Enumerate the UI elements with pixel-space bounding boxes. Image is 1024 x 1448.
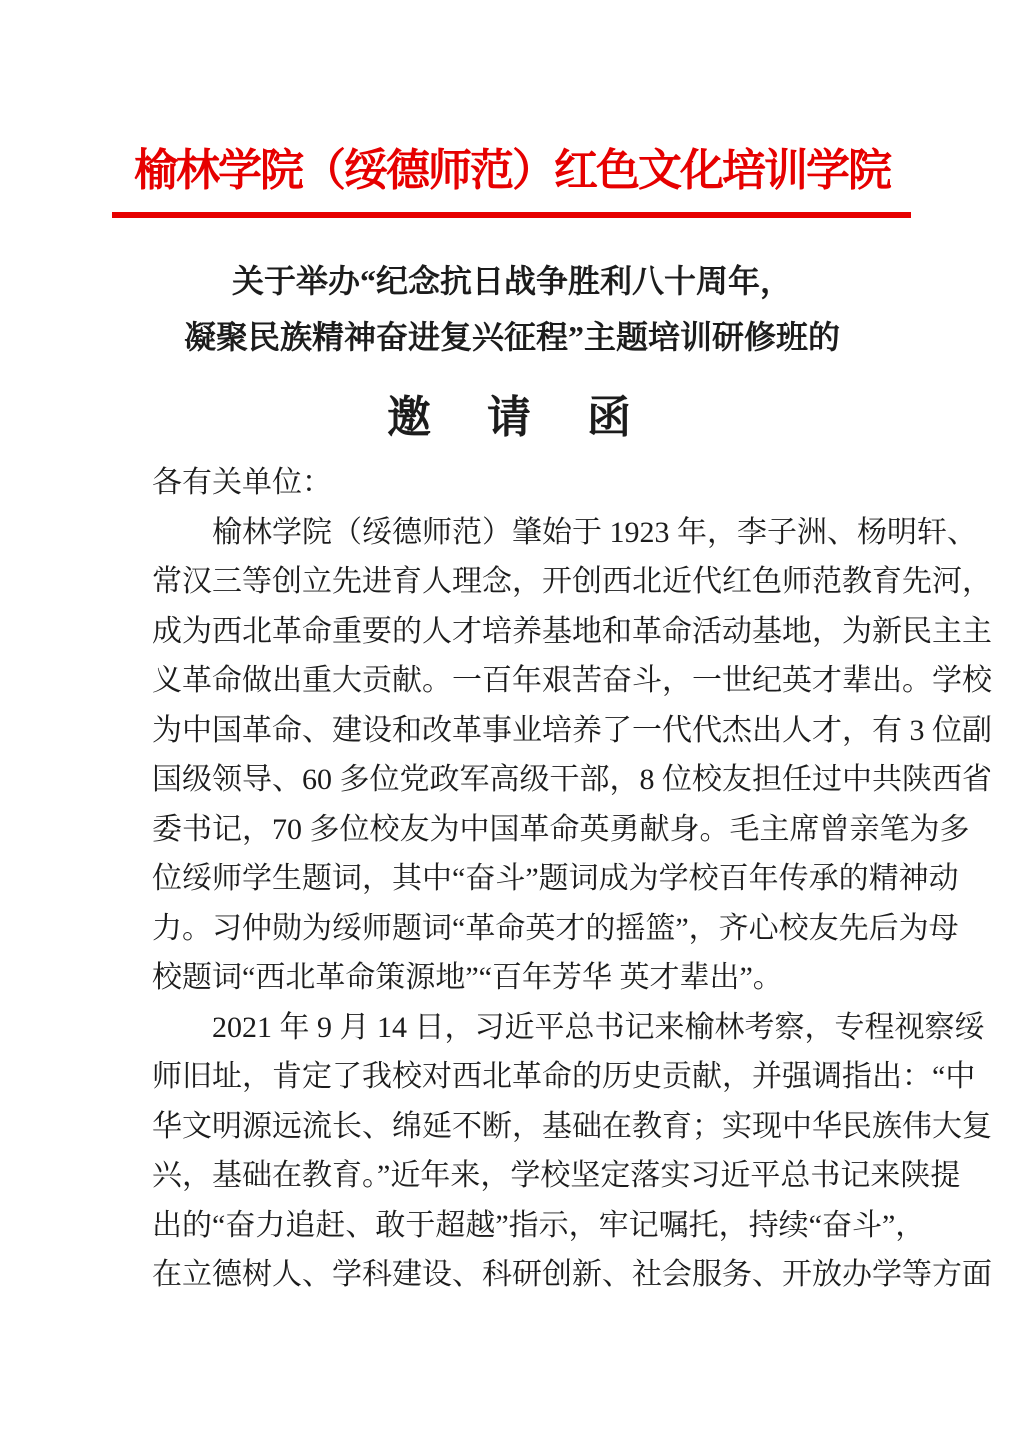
- body-line: 国级领导、60 多位党政军高级干部，8 位校友担任过中共陕西省: [152, 763, 992, 796]
- body-line: 位绥师学生题词，其中“奋斗”题词成为学校百年传承的精神动: [152, 862, 959, 895]
- letterhead-divider: [112, 212, 911, 218]
- doc-title-line-1: 关于举办“纪念抗日战争胜利八十周年，: [231, 263, 792, 299]
- body-line: 出的“奋力追赶、敢于超越”指示，牢记嘱托，持续“奋斗”，: [152, 1208, 926, 1242]
- body-line: 义革命做出重大贡献。一百年艰苦奋斗，一世纪英才辈出。学校: [152, 664, 992, 697]
- body-line: 榆林学院（绥德师范）肇始于 1923 年，李子洲、杨明轩、: [212, 515, 977, 549]
- body-line: 师旧址，肯定了我校对西北革命的历史贡献，并强调指出：“中: [152, 1060, 976, 1093]
- body-line: 常汉三等创立先进育人理念，开创西北近代红色师范教育先河，: [152, 565, 992, 598]
- invitation-heading: 邀 请 函: [387, 393, 637, 442]
- body-line: 为中国革命、建设和改革事业培养了一代代杰出人才，有 3 位副: [152, 713, 992, 747]
- body-line: 华文明源远流长、绵延不断，基础在教育；实现中华民族伟大复: [152, 1109, 992, 1143]
- body-line: 校题词“西北革命策源地”“百年芳华 英才辈出”。: [152, 961, 783, 994]
- body-line: 成为西北革命重要的人才培养基地和革命活动基地，为新民主主: [152, 614, 992, 648]
- letter-body: [152, 458, 992, 1300]
- body-line: 在立德树人、学科建设、科研创新、社会服务、开放办学等方面: [152, 1258, 992, 1291]
- doc-title-line-2: 凝聚民族精神奋进复兴征程”主题培训研修班的: [183, 319, 840, 355]
- body-line: 委书记，70 多位校友为中国革命英勇献身。毛主席曾亲笔为多: [152, 812, 970, 846]
- letterhead-title: 榆林学院（绥德师范）红色文化培训学院: [134, 146, 890, 195]
- salutation: 各有关单位：: [152, 466, 332, 499]
- body-line: 2021 年 9 月 14 日，习近平总书记来榆林考察，专程视察绥: [212, 1010, 985, 1044]
- body-line: 兴，基础在教育。”近年来，学校坚定落实习近平总书记来陕提: [152, 1159, 961, 1192]
- body-line: 力。习仲勋为绥师题词“革命英才的摇篮”，齐心校友先后为母: [152, 911, 959, 945]
